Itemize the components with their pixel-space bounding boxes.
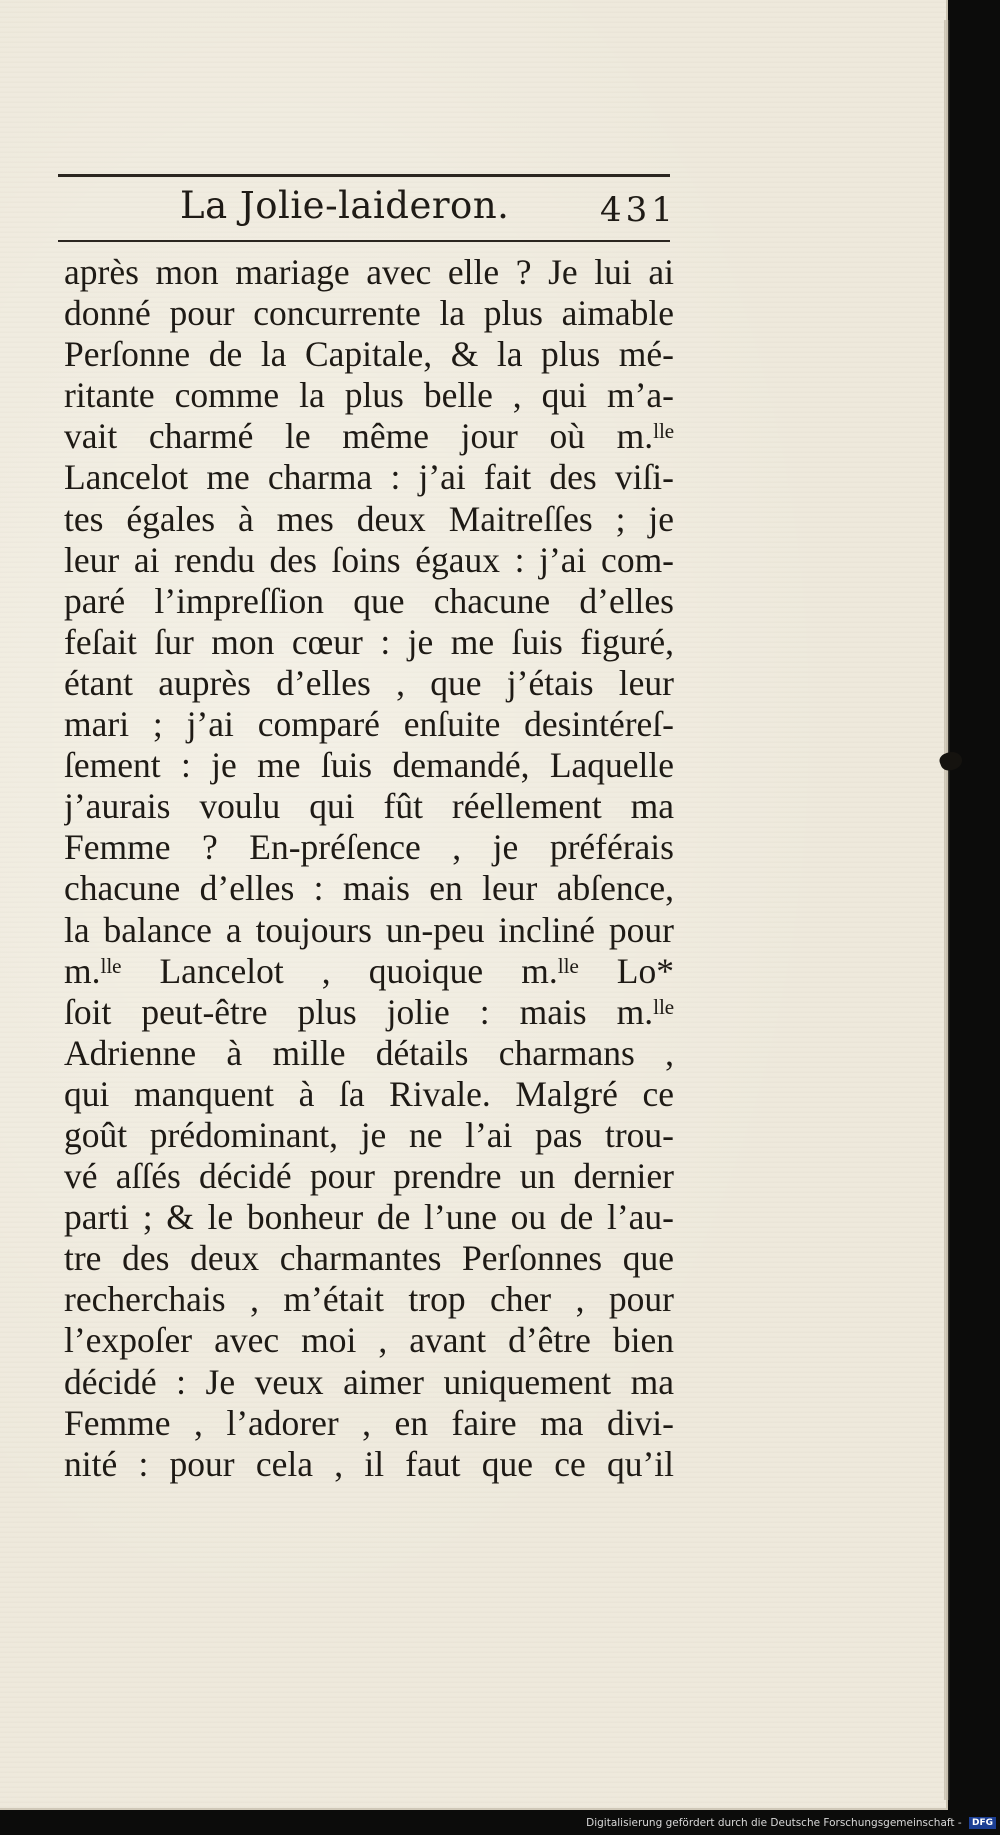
text-line: Femme ? En-préſence , je préférais xyxy=(64,827,674,868)
text-line: ſement : je me ſuis demandé, Laquelle xyxy=(64,745,674,786)
digitization-credit xyxy=(586,1817,996,1829)
text-line: m.ˡˡᵉ Lancelot , quoique m.ˡˡᵉ Lo* xyxy=(64,950,674,991)
text-line: feſait ſur mon cœur : je me ſuis figuré, xyxy=(64,621,674,662)
text-line: décidé : Je veux aimer uniquement ma xyxy=(64,1361,674,1402)
text-line: parti ; & le bonheur de l’une ou de l’au- xyxy=(64,1197,674,1238)
text-line: ſoit peut-être plus jolie : mais m.ˡˡᵉ xyxy=(64,991,674,1032)
text-line: nité : pour cela , il faut que ce qu’il xyxy=(64,1443,674,1484)
text-line: Adrienne à mille détails charmans , xyxy=(64,1032,674,1073)
text-line: Lancelot me charma : j’ai fait des viſi- xyxy=(64,457,674,498)
text-line: chacune d’elles : mais en leur abſence, xyxy=(64,868,674,909)
body-text-block xyxy=(64,252,674,1485)
text-line: ritante comme la plus belle , qui m’a- xyxy=(64,375,674,416)
text-line: vé aſſés décidé pour prendre un dernier xyxy=(64,1156,674,1197)
digitization-credit-text: Digitalisierung gefördert durch die Deutsche Forschungsgemeinschaft - xyxy=(586,1817,962,1829)
running-head-title: La Jolie-laideron. xyxy=(180,184,510,227)
text-line: goût prédominant, je ne l’ai pas trou- xyxy=(64,1114,674,1155)
text-line: étant auprès d’elles , que j’étais leur xyxy=(64,662,674,703)
text-line: Femme , l’adorer , en faire ma divi- xyxy=(64,1402,674,1443)
text-line: mari ; j’ai comparé enſuite desintéreſ- xyxy=(64,704,674,745)
text-line: recherchais , m’était trop cher , pour xyxy=(64,1279,674,1320)
header-top-rule xyxy=(58,174,670,177)
text-line: tes égales à mes deux Maitreſſes ; je xyxy=(64,498,674,539)
text-line: leur ai rendu des ſoins égaux : j’ai com- xyxy=(64,539,674,580)
text-line: l’expoſer avec moi , avant d’être bien xyxy=(64,1320,674,1361)
text-line: qui manquent à ſa Rivale. Malgré ce xyxy=(64,1073,674,1114)
header-bottom-rule xyxy=(58,240,670,242)
text-line: tre des deux charmantes Perſonnes que xyxy=(64,1238,674,1279)
text-line: après mon mariage avec elle ? Je lui ai xyxy=(64,252,674,292)
text-line: la balance a toujours un-peu incliné pour xyxy=(64,909,674,950)
text-line: j’aurais voulu qui fût réellement ma xyxy=(64,786,674,827)
text-line: paré l’impreſſion que chacune d’elles xyxy=(64,580,674,621)
text-line: Perſonne de la Capitale, & la plus mé- xyxy=(64,334,674,375)
dfg-logo-badge: DFG xyxy=(969,1817,996,1829)
page-number: 431 xyxy=(600,190,677,230)
text-line: vait charmé le même jour où m.ˡˡᵉ xyxy=(64,416,674,457)
page-edge-shadow xyxy=(944,20,950,1800)
text-line: donné pour concurrente la plus aimable xyxy=(64,293,674,334)
